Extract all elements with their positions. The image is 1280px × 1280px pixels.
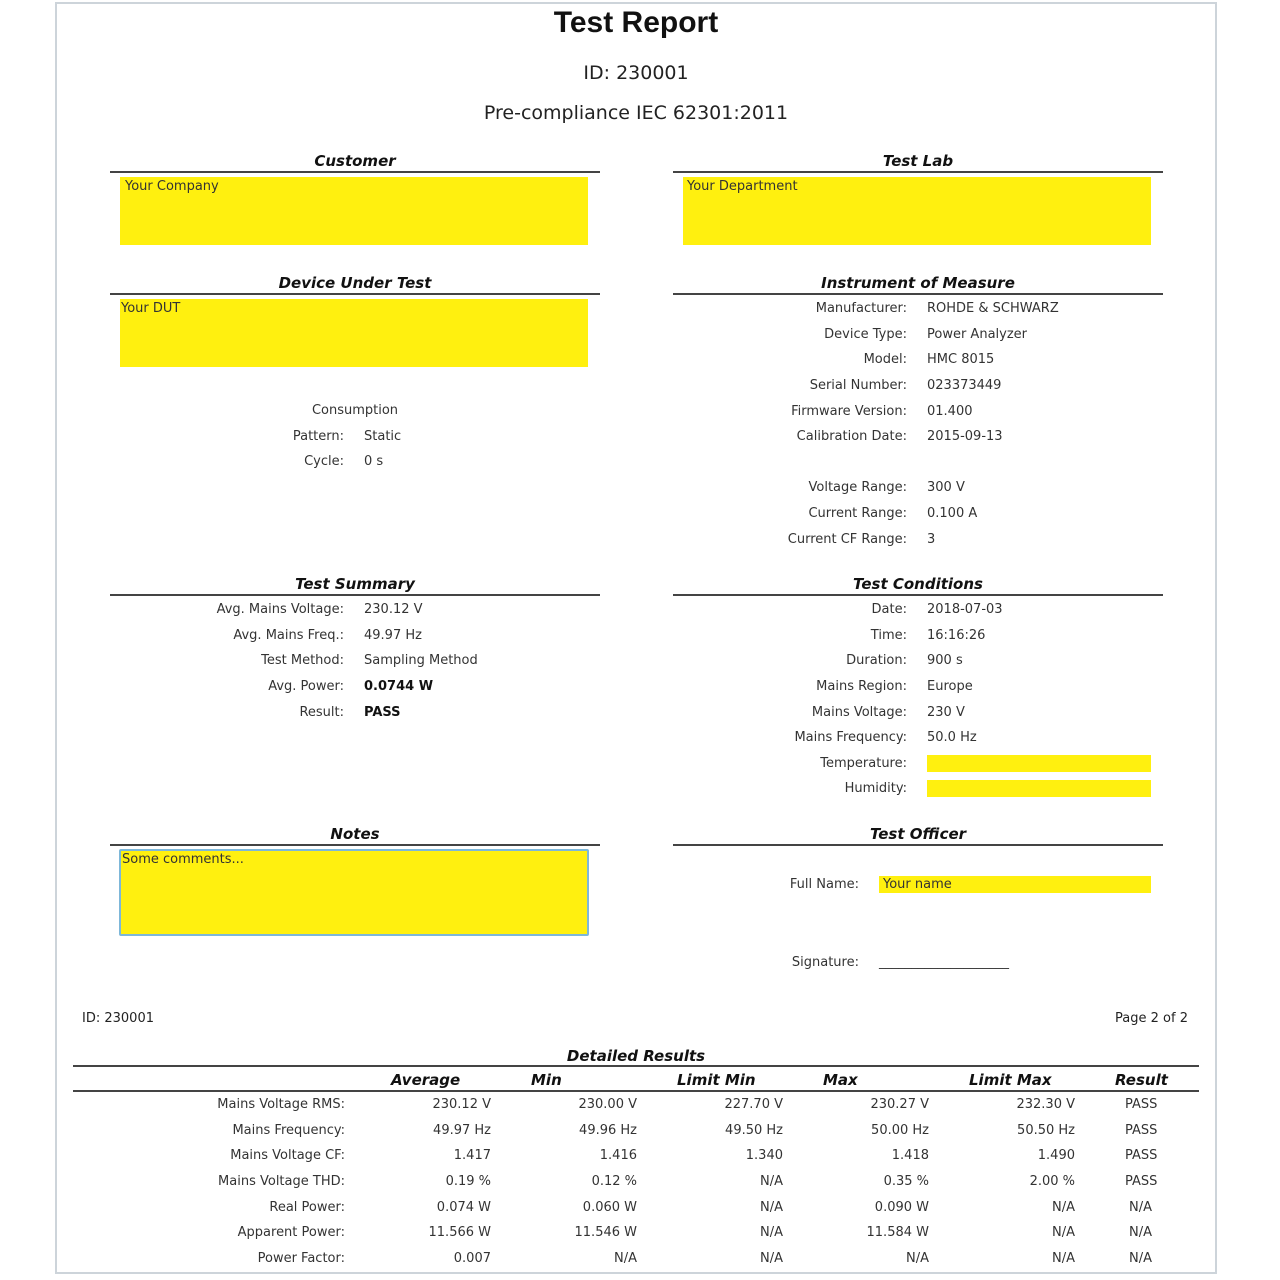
cell-limit-min: 49.50 Hz [725, 1122, 783, 1138]
report-title: Test Report [553, 6, 719, 39]
signature-label: Signature: [791, 954, 859, 970]
col-header-min: Min [491, 1069, 637, 1091]
cell-average: 11.566 W [428, 1225, 491, 1241]
col-header-metric [73, 1069, 345, 1091]
cell-result: PASS [1125, 1097, 1158, 1113]
humidity-field[interactable] [927, 780, 1151, 797]
pattern-value: Static [364, 428, 402, 444]
cell-limit-min: N/A [760, 1250, 783, 1266]
cell-result: PASS [1125, 1148, 1158, 1164]
dut-consumption [110, 398, 600, 475]
current-cf-range-value: 3 [927, 531, 936, 547]
avg-mains-freq-value: 49.97 Hz [364, 627, 422, 643]
cell-limit-min: 1.340 [745, 1148, 783, 1164]
cell-result: PASS [1125, 1174, 1158, 1190]
cell-metric: Real Power: [269, 1199, 345, 1215]
firmware-version-label: Firmware Version: [791, 403, 907, 419]
avg-mains-voltage-value: 230.12 V [364, 602, 423, 618]
summary-details [110, 597, 600, 725]
instrument-details [673, 296, 1163, 552]
time-label: Time: [870, 627, 907, 643]
report-subtitle: Pre-compliance IEC 62301:2011 [483, 102, 789, 124]
table-row [73, 1194, 1199, 1220]
table-row [73, 1169, 1199, 1195]
test-method-value: Sampling Method [364, 653, 478, 669]
cell-limit-min: 227.70 V [724, 1097, 783, 1113]
table-header-row [73, 1069, 1199, 1091]
cell-limit-min: N/A [760, 1225, 783, 1241]
table-row [73, 1220, 1199, 1246]
cell-result: N/A [1129, 1225, 1152, 1241]
detailed-results-heading: Detailed Results [73, 1047, 1199, 1067]
cell-min: 49.96 Hz [579, 1122, 637, 1138]
calibration-date-value: 2015-09-13 [927, 429, 1003, 445]
conditions-heading: Test Conditions [673, 575, 1163, 596]
table-row [73, 1143, 1199, 1169]
cell-result: N/A [1129, 1199, 1152, 1215]
full-name-field[interactable]: Your name [879, 876, 1151, 893]
cell-average: 0.19 % [445, 1174, 491, 1190]
current-range-label: Current Range: [808, 506, 907, 522]
signature-line[interactable]: ____________________ [879, 954, 1009, 970]
current-cf-range-label: Current CF Range: [787, 531, 907, 547]
dut-heading: Device Under Test [110, 274, 600, 295]
calibration-date-label: Calibration Date: [796, 429, 907, 445]
dut-field[interactable]: Your DUT [120, 299, 588, 367]
serial-number-label: Serial Number: [809, 378, 907, 394]
cell-average: 1.417 [453, 1148, 491, 1164]
mains-voltage-value: 230 V [927, 704, 965, 720]
cell-min: 11.546 W [574, 1225, 637, 1241]
mains-voltage-label: Mains Voltage: [811, 704, 907, 720]
cell-limit-min: N/A [760, 1174, 783, 1190]
cell-max: 1.418 [891, 1148, 929, 1164]
cell-metric: Mains Frequency: [232, 1122, 345, 1138]
duration-value: 900 s [927, 653, 963, 669]
test-method-label: Test Method: [261, 653, 344, 669]
model-value: HMC 8015 [927, 352, 995, 368]
cell-limit-max: N/A [1052, 1250, 1075, 1266]
cell-max: N/A [906, 1250, 929, 1266]
cell-max: 0.090 W [874, 1199, 929, 1215]
full-name-label: Full Name: [789, 877, 859, 893]
cell-min: N/A [614, 1250, 637, 1266]
cell-average: 0.074 W [436, 1199, 491, 1215]
cell-average: 230.12 V [432, 1097, 491, 1113]
cell-limit-max: 2.00 % [1029, 1174, 1075, 1190]
device-type-label: Device Type: [824, 326, 907, 342]
voltage-range-label: Voltage Range: [808, 480, 907, 496]
model-label: Model: [863, 352, 907, 368]
cell-limit-max: N/A [1052, 1199, 1075, 1215]
test-lab-field[interactable]: Your Department [683, 177, 1151, 245]
col-header-result: Result [1075, 1069, 1199, 1091]
mains-frequency-label: Mains Frequency: [794, 730, 907, 746]
cell-limit-max: 1.490 [1037, 1148, 1075, 1164]
cell-metric: Mains Voltage RMS: [217, 1097, 345, 1113]
date-value: 2018-07-03 [927, 602, 1003, 618]
firmware-version-value: 01.400 [927, 403, 973, 419]
officer-heading: Test Officer [673, 825, 1163, 846]
cell-min: 1.416 [599, 1148, 637, 1164]
result-label: Result: [299, 704, 344, 720]
cell-metric: Apparent Power: [237, 1225, 345, 1241]
cell-metric: Mains Voltage THD: [218, 1174, 345, 1190]
cell-result: N/A [1129, 1250, 1152, 1266]
customer-field[interactable]: Your Company [120, 177, 588, 245]
conditions-details [673, 597, 1163, 802]
cell-result: PASS [1125, 1122, 1158, 1138]
cell-max: 50.00 Hz [871, 1122, 929, 1138]
time-value: 16:16:26 [927, 627, 986, 643]
serial-number-value: 023373449 [927, 378, 1002, 394]
date-label: Date: [871, 602, 907, 618]
manufacturer-value: ROHDE & SCHWARZ [927, 301, 1059, 317]
detailed-results-table [73, 1069, 1199, 1271]
avg-mains-voltage-label: Avg. Mains Voltage: [216, 602, 344, 618]
mains-frequency-value: 50.0 Hz [927, 730, 977, 746]
avg-mains-freq-label: Avg. Mains Freq.: [233, 627, 344, 643]
mains-region-label: Mains Region: [816, 679, 907, 695]
temperature-field[interactable] [927, 755, 1151, 772]
summary-heading: Test Summary [110, 575, 600, 596]
col-header-limit-min: Limit Min [637, 1069, 783, 1091]
cell-max: 230.27 V [870, 1097, 929, 1113]
page-indicator: Page 2 of 2 [1115, 1011, 1188, 1026]
cell-limit-min: N/A [760, 1199, 783, 1215]
avg-power-label: Avg. Power: [268, 679, 344, 695]
cell-average: 0.007 [453, 1250, 491, 1266]
instrument-heading: Instrument of Measure [673, 274, 1163, 295]
cell-max: 11.584 W [866, 1225, 929, 1241]
pattern-label: Pattern: [292, 428, 344, 444]
cell-limit-max: N/A [1052, 1225, 1075, 1241]
cell-max: 0.35 % [883, 1174, 929, 1190]
table-row [73, 1091, 1199, 1118]
duration-label: Duration: [846, 653, 907, 669]
report-id: ID: 230001 [583, 62, 689, 84]
cycle-value: 0 s [364, 454, 384, 470]
current-range-value: 0.100 A [927, 506, 978, 522]
footer-id: ID: 230001 [82, 1011, 154, 1026]
cell-limit-max: 50.50 Hz [1017, 1122, 1075, 1138]
col-header-average: Average [345, 1069, 491, 1091]
notes-textarea[interactable]: Some comments... [119, 849, 589, 936]
avg-power-value: 0.0744 W [364, 679, 434, 695]
customer-heading: Customer [110, 152, 600, 173]
cell-average: 49.97 Hz [433, 1122, 491, 1138]
cell-metric: Power Factor: [257, 1250, 345, 1266]
table-row [73, 1118, 1199, 1144]
cell-limit-max: 232.30 V [1016, 1097, 1075, 1113]
officer-details [673, 872, 1163, 975]
manufacturer-label: Manufacturer: [815, 301, 907, 317]
col-header-limit-max: Limit Max [929, 1069, 1075, 1091]
test-lab-heading: Test Lab [673, 152, 1163, 173]
humidity-label: Humidity: [844, 781, 907, 797]
cell-min: 230.00 V [578, 1097, 637, 1113]
col-header-max: Max [783, 1069, 929, 1091]
cycle-label: Cycle: [304, 454, 344, 470]
mains-region-value: Europe [927, 679, 973, 695]
device-type-value: Power Analyzer [927, 326, 1028, 342]
cell-min: 0.060 W [582, 1199, 637, 1215]
table-row [73, 1246, 1199, 1272]
notes-heading: Notes [110, 825, 600, 846]
cell-metric: Mains Voltage CF: [230, 1148, 345, 1164]
consumption-label: Consumption [311, 403, 399, 419]
cell-min: 0.12 % [591, 1174, 637, 1190]
voltage-range-value: 300 V [927, 480, 965, 496]
temperature-label: Temperature: [820, 755, 907, 771]
result-value: PASS [364, 704, 401, 720]
